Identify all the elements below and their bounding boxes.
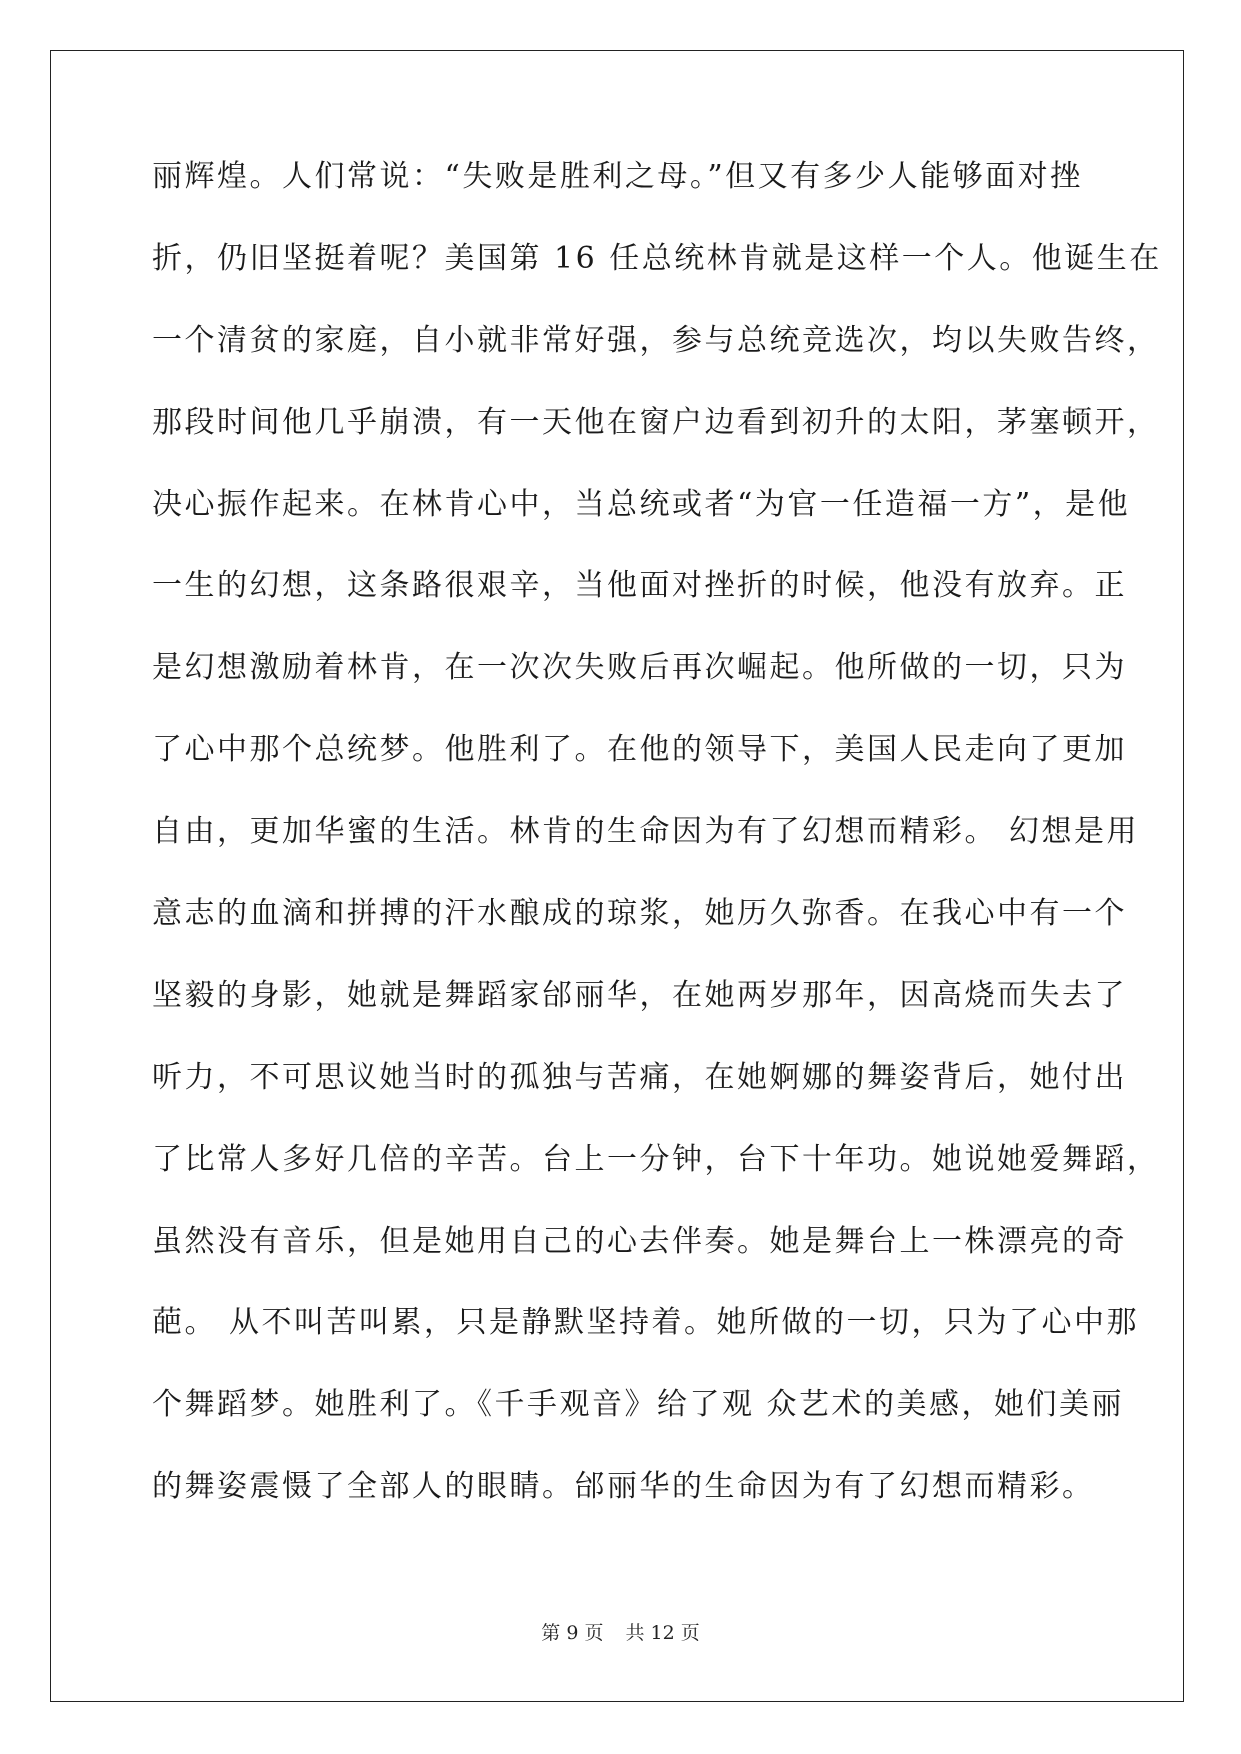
text-line: 虽然没有音乐，但是她用自己的心去伴奏。她是舞台上一株漂亮的奇 (152, 1223, 1127, 1259)
body-text (152, 159, 1162, 1554)
text-line: 一生的幻想，这条路很艰辛，当他面对挫折的时候，他没有放弃。正 (152, 568, 1127, 604)
text-line: 决心振作起来。在林肯心中，当总统或者“为官一任造福一方”，是他 (152, 486, 1131, 522)
text-line: 的舞姿震慑了全部人的眼睛。邰丽华的生命因为有了幻想而精彩。 (152, 1469, 1095, 1505)
text-line: 了心中那个总统梦。他胜利了。在他的领导下，美国人民走向了更加 (152, 732, 1127, 768)
text-line: 折，仍旧坚挺着呢？美国第 16 任总统林肯就是这样一个人。他诞生在 (152, 240, 1162, 276)
text-line: 听力，不可思议她当时的孤独与苦痛，在她婀娜的舞姿背后，她付出 (152, 1059, 1127, 1095)
page-number-current: 第 9 页 (541, 1622, 604, 1644)
text-line: 自由，更加华蜜的生活。林肯的生命因为有了幻想而精彩。 幻想是用 (152, 814, 1140, 850)
text-line: 个舞蹈梦。她胜利了。《千手观音》给了观 众艺术的美感，她们美丽 (152, 1387, 1125, 1423)
text-line: 那段时间他几乎崩溃，有一天他在窗户边看到初升的太阳，茅塞顿开， (152, 404, 1160, 440)
text-line: 意志的血滴和拼搏的汗水酿成的琼浆，她历久弥香。在我心中有一个 (152, 896, 1127, 932)
text-line: 是幻想激励着林肯，在一次次失败后再次崛起。他所做的一切，只为 (152, 650, 1127, 686)
page-footer (0, 1618, 1241, 1645)
text-line: 了比常人多好几倍的辛苦。台上一分钟，台下十年功。她说她爱舞蹈， (152, 1141, 1160, 1177)
text-line: 一个清贫的家庭，自小就非常好强，参与总统竞选次，均以失败告终， (152, 322, 1160, 358)
text-line: 葩。 从不叫苦叫累，只是静默坚持着。她所做的一切，只为了心中那 (152, 1305, 1140, 1341)
text-line: 丽辉煌。人们常说：“失败是胜利之母。”但又有多少人能够面对挫 (152, 159, 1083, 194)
text-line: 坚毅的身影，她就是舞蹈家邰丽华，在她两岁那年，因高烧而失去了 (152, 977, 1127, 1013)
page-number-total: 共 12 页 (625, 1622, 700, 1644)
